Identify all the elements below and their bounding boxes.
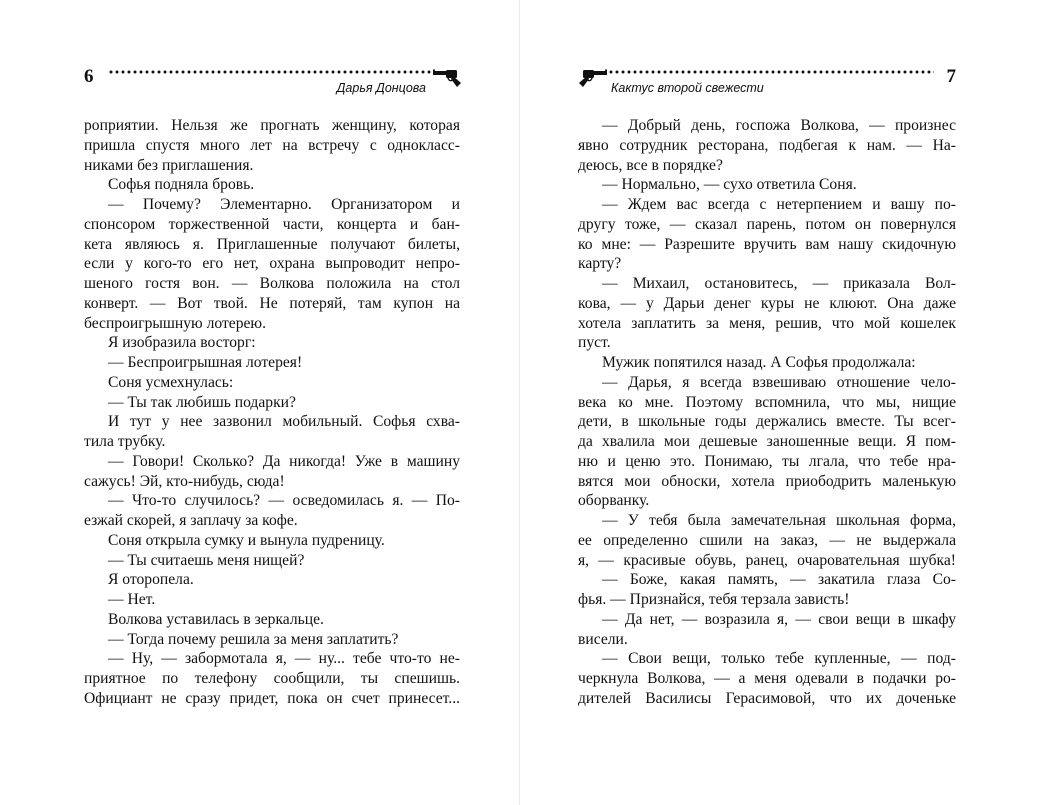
text-line: И тут у нее зазвонил мобильный. Софья схва- — [108, 413, 460, 431]
dotted-rule — [608, 68, 934, 76]
text-line: — Беспроигрышная лотерея! — [108, 354, 303, 371]
text-line: кова, — у Дарьи денег куры не клюют. Она даже — [578, 294, 956, 312]
text-line: ее определенно сшили на заказ, — не выдержала — [578, 531, 956, 549]
text-line: если у кого-то его нет, охрана выпроводит непро- — [84, 255, 460, 273]
text-line: вятся мои обноски, хотела приободрить маленькую — [578, 472, 956, 490]
text-line: тила трубку. — [84, 433, 166, 450]
text-line: фья. — Признайся, тебя терзала зависть! — [578, 591, 850, 608]
text-line: — Ну, — забормотала я, — ну... тебе что-то не- — [108, 650, 460, 668]
page-body — [84, 116, 460, 709]
text-line: — Ты так любишь подарки? — [108, 393, 296, 411]
text-line: века ко мне. Поэтому вспомнила, что мы, нищие — [578, 393, 956, 411]
page-number: 6 — [84, 66, 94, 87]
text-line: другу тоже, — сказал парень, потом он повернулся — [578, 215, 956, 233]
text-line: — Ждем вас всегда с нетерпением и вашу по- — [602, 196, 956, 213]
text-line: — Говори! Сколько? Да никогда! Уже в машину — [108, 452, 460, 470]
text-line: Я оторопела. — [108, 571, 194, 589]
running-head: Дарья Донцова — [336, 81, 426, 95]
text-line: висели. — [578, 630, 628, 648]
text-line: Соня открыла сумку и вынула пудреницу. — [108, 531, 385, 549]
text-line: ню и ценю это. Понимаю, ты лгала, что тебе нра- — [578, 452, 956, 470]
dotted-rule — [108, 68, 434, 76]
text-line: — Боже, какая память, — закатила глаза Со- — [602, 571, 956, 589]
text-line: беспроигрышную лотерею. — [84, 314, 266, 332]
running-head: Кактус второй свежести — [611, 81, 764, 95]
page-number: 7 — [946, 66, 956, 87]
text-line: — Свои вещи, только тебе купленные, — под- — [602, 650, 956, 668]
text-line: — Ты считаешь меня нищей? — [108, 551, 305, 569]
text-line: Волкова уставилась в зеркальце. — [108, 610, 324, 628]
text-line: пуст. — [578, 334, 611, 352]
text-line: хотела заплатить за меня, решив, что мой кошелек — [578, 314, 956, 332]
text-line: езжай скорей, я заплачу за кофе. — [84, 512, 298, 529]
text-line: — Тогда почему решила за меня заплатить? — [108, 630, 399, 648]
text-line: Соня усмехнулась: — [108, 373, 234, 391]
text-line: — Нет. — [108, 591, 156, 608]
text-line: — Что-то случилось? — осведомилась я. — По- — [108, 492, 460, 510]
text-line: карту? — [578, 255, 622, 273]
text-line: явно сотрудник ресторана, подбегая к нам. — На- — [578, 136, 956, 154]
text-line: конверт. — Вот твой. Не потеряй, там купон на — [84, 294, 460, 312]
revolver-icon — [578, 68, 608, 88]
text-line: спонсором торжественной части, концерта и бан- — [84, 215, 460, 233]
revolver-icon — [432, 68, 462, 88]
text-line: дителей Василисы Герасимовой, что их доченьке — [578, 689, 956, 707]
text-line: пришла спустя много лет на встречу с однокласс- — [84, 136, 460, 154]
text-line: сажусь! Эй, кто-нибудь, сюда! — [84, 472, 285, 490]
text-line: — Дарья, я всегда взвешиваю отношение чело- — [602, 373, 956, 391]
text-line: — У тебя была замечательная школьная форма, — [602, 512, 956, 529]
text-line: Мужик попятился назад. А Софья продолжала: — [602, 354, 916, 371]
left-page — [84, 0, 460, 805]
text-line: — Почему? Элементарно. Организатором и — [108, 196, 460, 213]
text-line: Софья подняла бровь. — [108, 176, 255, 194]
text-line: деюсь, все в порядке? — [578, 156, 723, 174]
text-line: — Нормально, — сухо ответила Соня. — [602, 176, 857, 194]
text-line: — Михаил, остановитесь, — приказала Вол- — [602, 275, 956, 292]
text-line: Я изобразила восторг: — [108, 334, 256, 352]
text-line: — Да нет, — возразила я, — свои вещи в шкафу — [602, 610, 956, 628]
text-line: ко мне: — Разрешите вручить вам нашу скидочную — [578, 235, 956, 253]
text-line: никами без приглашения. — [84, 156, 254, 174]
text-line: шеного гостя вон. — Волкова положила на стол — [84, 275, 460, 292]
page-body — [578, 116, 956, 709]
text-line: Официант не сразу придет, пока он счет принесет... — [84, 689, 460, 707]
text-line: дети, в школьные годы держались вместе. Ты всег- — [578, 413, 956, 431]
text-line: я, — красивые обувь, ранец, очаровательная шубка! — [578, 551, 956, 569]
text-line: черкнула Волкова, — а меня одевали в подачки ро- — [578, 670, 956, 687]
text-line: оборванку. — [578, 492, 650, 510]
right-page — [578, 0, 956, 805]
text-line: приятное по телефону сообщили, ты спешишь. — [84, 670, 460, 687]
text-line: роприятии. Нельзя же прогнать женщину, которая — [84, 117, 460, 134]
page-gutter — [519, 0, 520, 805]
text-line: — Добрый день, госпожа Волкова, — произнес — [602, 117, 956, 134]
text-line: кета являюсь я. Приглашенные получают билеты, — [84, 235, 460, 253]
text-line: да хвалила мои дешевые заношенные вещи. Я пом- — [578, 433, 956, 450]
